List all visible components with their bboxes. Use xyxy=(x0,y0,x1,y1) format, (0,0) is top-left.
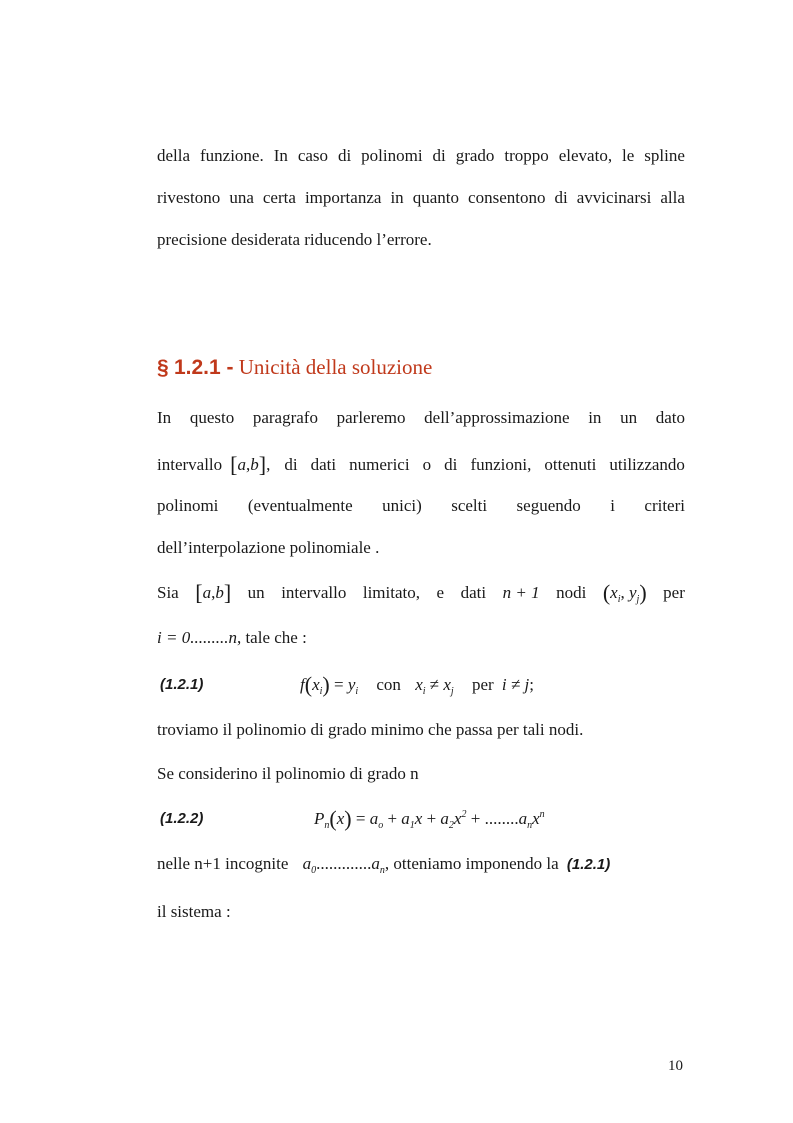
word: troppo xyxy=(504,146,549,165)
para-line-2-start: intervallo xyxy=(157,455,223,474)
para-line-3 xyxy=(157,496,685,516)
eq1-per: per xyxy=(471,675,494,694)
word: scelti xyxy=(451,496,488,515)
word: funzioni, xyxy=(470,455,532,474)
word: funzione. xyxy=(200,146,264,165)
section-heading xyxy=(157,355,432,380)
word: numerici xyxy=(349,455,410,474)
word: alla xyxy=(660,188,685,207)
word: avvicinarsi xyxy=(576,188,652,207)
word: unici) xyxy=(382,496,422,515)
interval-ab: [a,b], xyxy=(230,452,271,477)
nelle-dots: ............. xyxy=(316,854,372,873)
word: ottenuti xyxy=(544,455,597,474)
sia-word: Sia xyxy=(157,583,179,602)
para-line-1 xyxy=(157,408,685,428)
section-number: 1.2.1 - xyxy=(173,356,234,379)
eq1-cond: i ≠ j xyxy=(501,675,530,694)
word: grado xyxy=(455,146,495,165)
eq2-dots: ........ xyxy=(484,809,519,828)
sistema-line: il sistema : xyxy=(157,902,231,921)
page-number: 10 xyxy=(668,1058,683,1074)
interval-ab-2: [a,b] xyxy=(195,580,232,605)
para-line-4: dell’interpolazione polinomiale . xyxy=(157,538,380,557)
word: dell’approssimazione xyxy=(424,408,570,427)
word: di xyxy=(337,146,352,165)
word: certa xyxy=(262,188,296,207)
equation-2: $P_n(x) = a_o + a_1x + a_2x^2 + ........a_nx^n$ xyxy=(314,806,545,831)
word: di xyxy=(432,146,446,165)
intro-line-3: precisione desiderata riducendo l’errore. xyxy=(157,230,432,249)
word: in xyxy=(588,408,602,427)
word: di xyxy=(554,188,568,207)
word: importanza xyxy=(304,188,382,207)
node-xy: ($x_i$, $y_j$) xyxy=(602,580,647,605)
word: paragrafo xyxy=(252,408,318,427)
word: della xyxy=(157,146,191,165)
word: le xyxy=(622,146,635,165)
word: polinomi xyxy=(361,146,423,165)
word: di xyxy=(284,455,298,474)
word: di xyxy=(444,455,458,474)
intro-line-2 xyxy=(157,188,685,208)
word: un xyxy=(620,408,638,427)
word: rivestono xyxy=(157,188,221,207)
word: In xyxy=(157,408,172,427)
word: quanto xyxy=(412,188,459,207)
i-range-line xyxy=(157,628,685,648)
word: questo xyxy=(189,408,235,427)
word: dati xyxy=(310,455,337,474)
sia-line: Sia [a,b] un intervallo limitato, e dati n + 1 nodi ($x_i$, $y_j$) per xyxy=(157,580,685,605)
nelle-start: nelle n+1 incognite xyxy=(157,854,289,873)
nelle-ref: (1.2.1) xyxy=(566,856,611,873)
word: criteri xyxy=(644,496,685,515)
equation-label-1: (1.2.1) xyxy=(160,676,204,693)
word: spline xyxy=(644,146,685,165)
intro-line-1 xyxy=(157,146,685,166)
after-eq1-line: troviamo il polinomio di grado minimo che passa per tali nodi. xyxy=(157,720,584,739)
tale-che: , tale che : xyxy=(236,628,307,647)
nelle-mid: , otteniamo imponendo la xyxy=(384,854,559,873)
equation-1: $f(x_i) = y_i$ con $x_i \ne x_j$ per i ≠ j; xyxy=(300,672,534,697)
word: parleremo xyxy=(336,408,406,427)
word: caso xyxy=(297,146,329,165)
word: o xyxy=(422,455,432,474)
word: elevato, xyxy=(558,146,613,165)
para-line-2 xyxy=(157,452,685,478)
word: i xyxy=(610,496,615,515)
word: dato xyxy=(655,408,685,427)
section-symbol: § xyxy=(157,356,169,379)
word: (eventualmente xyxy=(247,496,353,515)
word: seguendo xyxy=(516,496,581,515)
word: consentono xyxy=(468,188,546,207)
word: In xyxy=(273,146,288,165)
word: utilizzando xyxy=(609,455,685,474)
equation-label-2: (1.2.2) xyxy=(160,810,204,827)
se-considerino-line: Se considerino il polinomio di grado n xyxy=(157,764,419,783)
para-line-2-end xyxy=(284,455,685,475)
i-range: i = 0.........n xyxy=(157,628,237,647)
word: una xyxy=(229,188,254,207)
n-plus-1: n + 1 xyxy=(502,583,540,602)
eq1-con: con xyxy=(376,675,401,694)
nelle-line: nelle n+1 incognite $a_0.............a_n$, otteniamo imponendo la (1.2.1) xyxy=(157,854,611,876)
word: in xyxy=(390,188,404,207)
section-title: Unicità della soluzione xyxy=(238,355,433,379)
word: polinomi xyxy=(157,496,219,515)
